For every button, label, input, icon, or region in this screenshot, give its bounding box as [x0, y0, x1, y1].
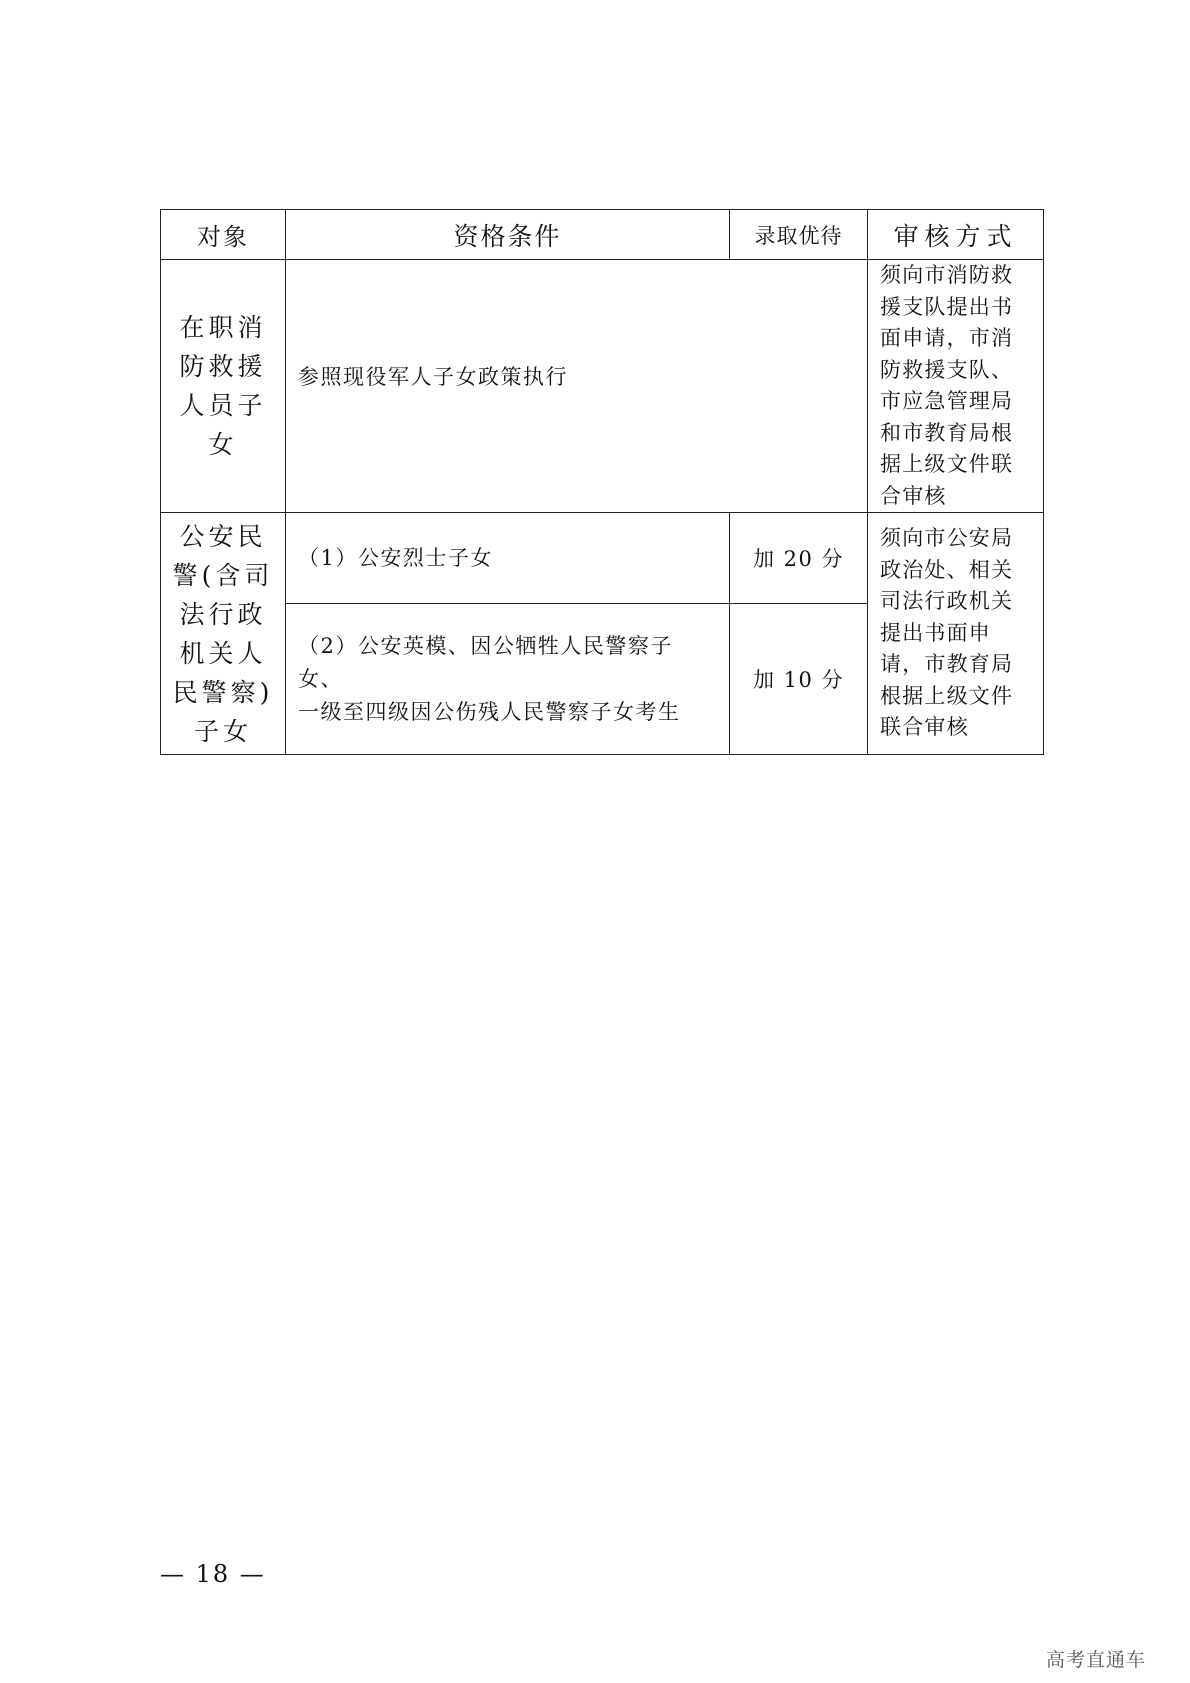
- review-line: 市应急管理局: [880, 389, 1014, 413]
- priority-cell-20: 加 20 分: [730, 513, 868, 604]
- object-line: 在职消: [179, 313, 267, 342]
- page-number: — 18 —: [160, 1560, 266, 1588]
- table-header-row: [161, 210, 1044, 260]
- review-line: 据上级文件联: [880, 452, 1014, 476]
- object-line: 公安民: [179, 521, 267, 551]
- object-line: 女: [208, 430, 238, 459]
- object-line: 法行政: [179, 599, 267, 629]
- header-object: 对象: [161, 210, 286, 260]
- review-line: 根据上级文件: [880, 683, 1014, 708]
- condition-line: （1）公安烈士子女: [298, 545, 493, 570]
- condition-cell-firefighter: [286, 260, 868, 513]
- review-line: 和市教育局根: [880, 420, 1014, 445]
- object-line: 防救援: [179, 352, 267, 381]
- review-line: 合审核: [880, 483, 947, 508]
- review-line: 面申请，市消: [880, 326, 1014, 350]
- condition-text: 参照现役军人子女政策执行: [298, 364, 568, 389]
- priority-cell-10: 加 10 分: [730, 604, 868, 755]
- review-cell-police: [868, 513, 1044, 755]
- review-line: 提出书面申: [880, 620, 991, 645]
- header-priority: 录取优待: [730, 210, 868, 260]
- review-line: 须向市消防救: [880, 263, 1014, 287]
- object-line: 警(含司: [172, 560, 274, 590]
- header-review: 审核方式: [868, 210, 1044, 260]
- watermark-text: 高考直通车: [1046, 1649, 1147, 1671]
- review-line: 防救援支队、: [880, 357, 1014, 382]
- condition-line: 一级至四级因公伤残人民警察子女考生: [298, 699, 681, 724]
- policy-table: [160, 209, 1044, 755]
- table-row: [161, 513, 1044, 604]
- condition-cell-martyr: [286, 513, 730, 604]
- review-line: 援支队提出书: [880, 294, 1014, 319]
- object-line: 人员子: [179, 391, 267, 420]
- review-line: 联合审核: [880, 715, 969, 740]
- review-line: 政治处、相关: [880, 557, 1014, 582]
- object-line: 机关人: [179, 638, 267, 668]
- object-cell-firefighter: [161, 260, 286, 513]
- review-line: 须向市公安局: [880, 526, 1014, 551]
- object-cell-police: [161, 513, 286, 755]
- object-line: 子女: [193, 716, 252, 746]
- object-line: 民警察): [172, 677, 274, 707]
- condition-cell-hero: [286, 604, 730, 755]
- header-conditions: 资格条件: [286, 210, 730, 260]
- condition-line: （2）公安英模、因公牺牲人民警察子女、: [298, 633, 673, 691]
- review-line: 司法行政机关: [880, 589, 1014, 614]
- review-line: 请，市教育局: [880, 652, 1014, 677]
- table-row: [161, 260, 1044, 513]
- review-cell-firefighter: [868, 260, 1044, 513]
